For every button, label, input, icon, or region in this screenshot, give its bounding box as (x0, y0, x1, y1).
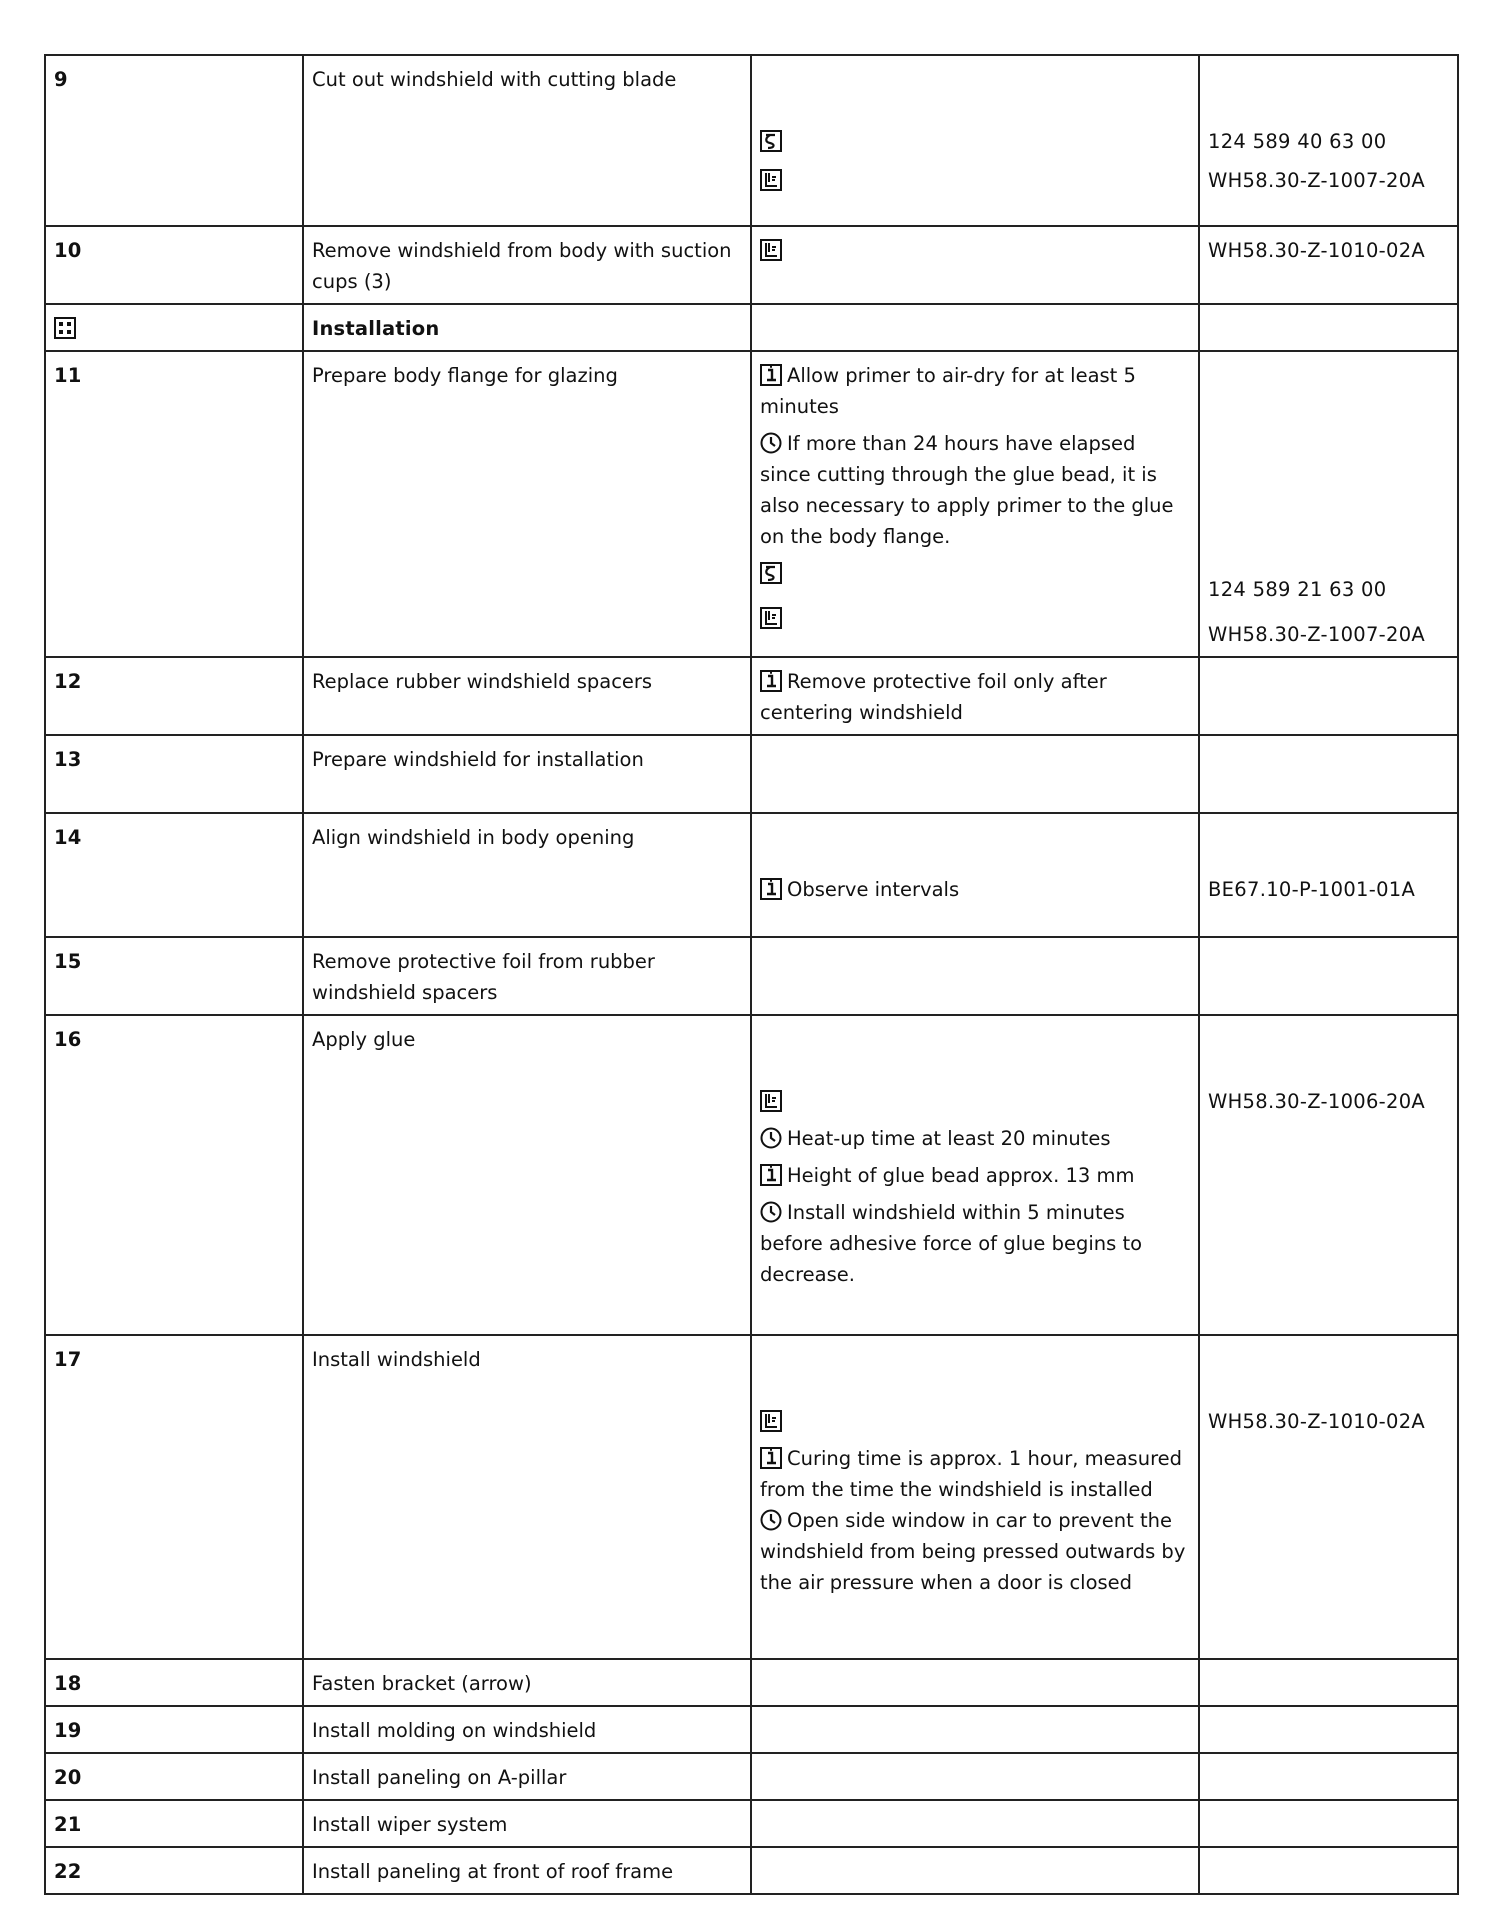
step-action: Cut out windshield with cutting blade (312, 68, 677, 91)
reference-link[interactable]: WH58.30-Z-1010-02A (1208, 1410, 1426, 1433)
tool-number: 124 589 21 63 00 (1208, 578, 1387, 601)
time-note-icon (760, 1509, 782, 1531)
step-action: Install windshield (312, 1348, 481, 1371)
step-action: Apply glue (312, 1028, 416, 1051)
info-icon (760, 670, 782, 692)
step-action: Align windshield in body opening (312, 826, 635, 849)
table-row (45, 1659, 1458, 1706)
table-row (45, 226, 1458, 304)
reference-link[interactable]: WH58.30-Z-1007-20A (1208, 623, 1426, 646)
section-heading: Installation (312, 317, 440, 340)
step-number: 9 (54, 68, 68, 91)
reference-link[interactable]: WH58.30-Z-1006-20A (1208, 1090, 1426, 1113)
info-icon (760, 1447, 782, 1469)
special-tool-icon (760, 130, 782, 152)
step-action: Remove windshield from body with suction cups (3) (312, 239, 732, 293)
note-text: Open side window in car to prevent the windshield from being pressed outwards by the air pressure when a door is closed (760, 1509, 1186, 1594)
table-row (45, 1335, 1458, 1659)
info-icon (760, 1164, 782, 1186)
step-number: 12 (54, 670, 82, 693)
step-action: Replace rubber windshield spacers (312, 670, 653, 693)
step-action: Install wiper system (312, 1813, 508, 1836)
installation-icon (54, 317, 76, 339)
tool-number: 124 589 40 63 00 (1208, 130, 1387, 153)
table-row (45, 1015, 1458, 1335)
step-number: 20 (54, 1766, 82, 1789)
step-number: 17 (54, 1348, 82, 1371)
procedure-table (44, 54, 1459, 1895)
note-text: Install windshield within 5 minutes before adhesive force of glue begins to decrease. (760, 1201, 1143, 1286)
table-row (45, 657, 1458, 735)
step-action: Fasten bracket (arrow) (312, 1672, 532, 1695)
note-text: If more than 24 hours have elapsed since cutting through the glue bead, it is also necessary to apply primer to the glue on the body flange. (760, 432, 1174, 548)
step-number: 13 (54, 748, 82, 771)
step-number: 14 (54, 826, 82, 849)
document-reference-icon (760, 1090, 782, 1112)
table-row (45, 937, 1458, 1015)
step-action: Install molding on windshield (312, 1719, 597, 1742)
table-row (45, 351, 1458, 657)
step-action: Install paneling at front of roof frame (312, 1860, 674, 1883)
step-action: Install paneling on A-pillar (312, 1766, 567, 1789)
note-text: Heat-up time at least 20 minutes (787, 1127, 1111, 1150)
note-text: Remove protective foil only after centering windshield (760, 670, 1107, 724)
note-text: Curing time is approx. 1 hour, measured from the time the windshield is installed (760, 1447, 1183, 1501)
info-icon (760, 878, 782, 900)
step-number: 21 (54, 1813, 82, 1836)
document-reference-icon (760, 239, 782, 261)
time-note-icon (760, 1201, 782, 1223)
step-action: Prepare body flange for glazing (312, 364, 618, 387)
note-text: Height of glue bead approx. 13 mm (787, 1164, 1135, 1187)
step-number: 16 (54, 1028, 82, 1051)
reference-link[interactable]: WH58.30-Z-1007-20A (1208, 169, 1426, 192)
info-icon (760, 364, 782, 386)
time-note-icon (760, 432, 782, 454)
time-note-icon (760, 1127, 782, 1149)
table-row (45, 1706, 1458, 1753)
special-tool-icon (760, 562, 782, 584)
step-number: 19 (54, 1719, 82, 1742)
document-reference-icon (760, 169, 782, 191)
step-number: 11 (54, 364, 82, 387)
table-row (45, 55, 1458, 226)
note-text: Allow primer to air-dry for at least 5 minutes (760, 364, 1136, 418)
note-text: Observe intervals (787, 878, 960, 901)
document-reference-icon (760, 1410, 782, 1432)
table-row (45, 1800, 1458, 1847)
table-row (45, 813, 1458, 937)
step-number: 10 (54, 239, 82, 262)
reference-link[interactable]: WH58.30-Z-1010-02A (1208, 239, 1426, 262)
table-row (45, 304, 1458, 351)
table-row (45, 735, 1458, 813)
table-row (45, 1847, 1458, 1894)
step-action: Prepare windshield for installation (312, 748, 644, 771)
table-row (45, 1753, 1458, 1800)
step-action: Remove protective foil from rubber windshield spacers (312, 950, 655, 1004)
reference-link[interactable]: BE67.10-P-1001-01A (1208, 878, 1416, 901)
step-number: 15 (54, 950, 82, 973)
step-number: 22 (54, 1860, 82, 1883)
document-reference-icon (760, 607, 782, 629)
step-number: 18 (54, 1672, 82, 1695)
